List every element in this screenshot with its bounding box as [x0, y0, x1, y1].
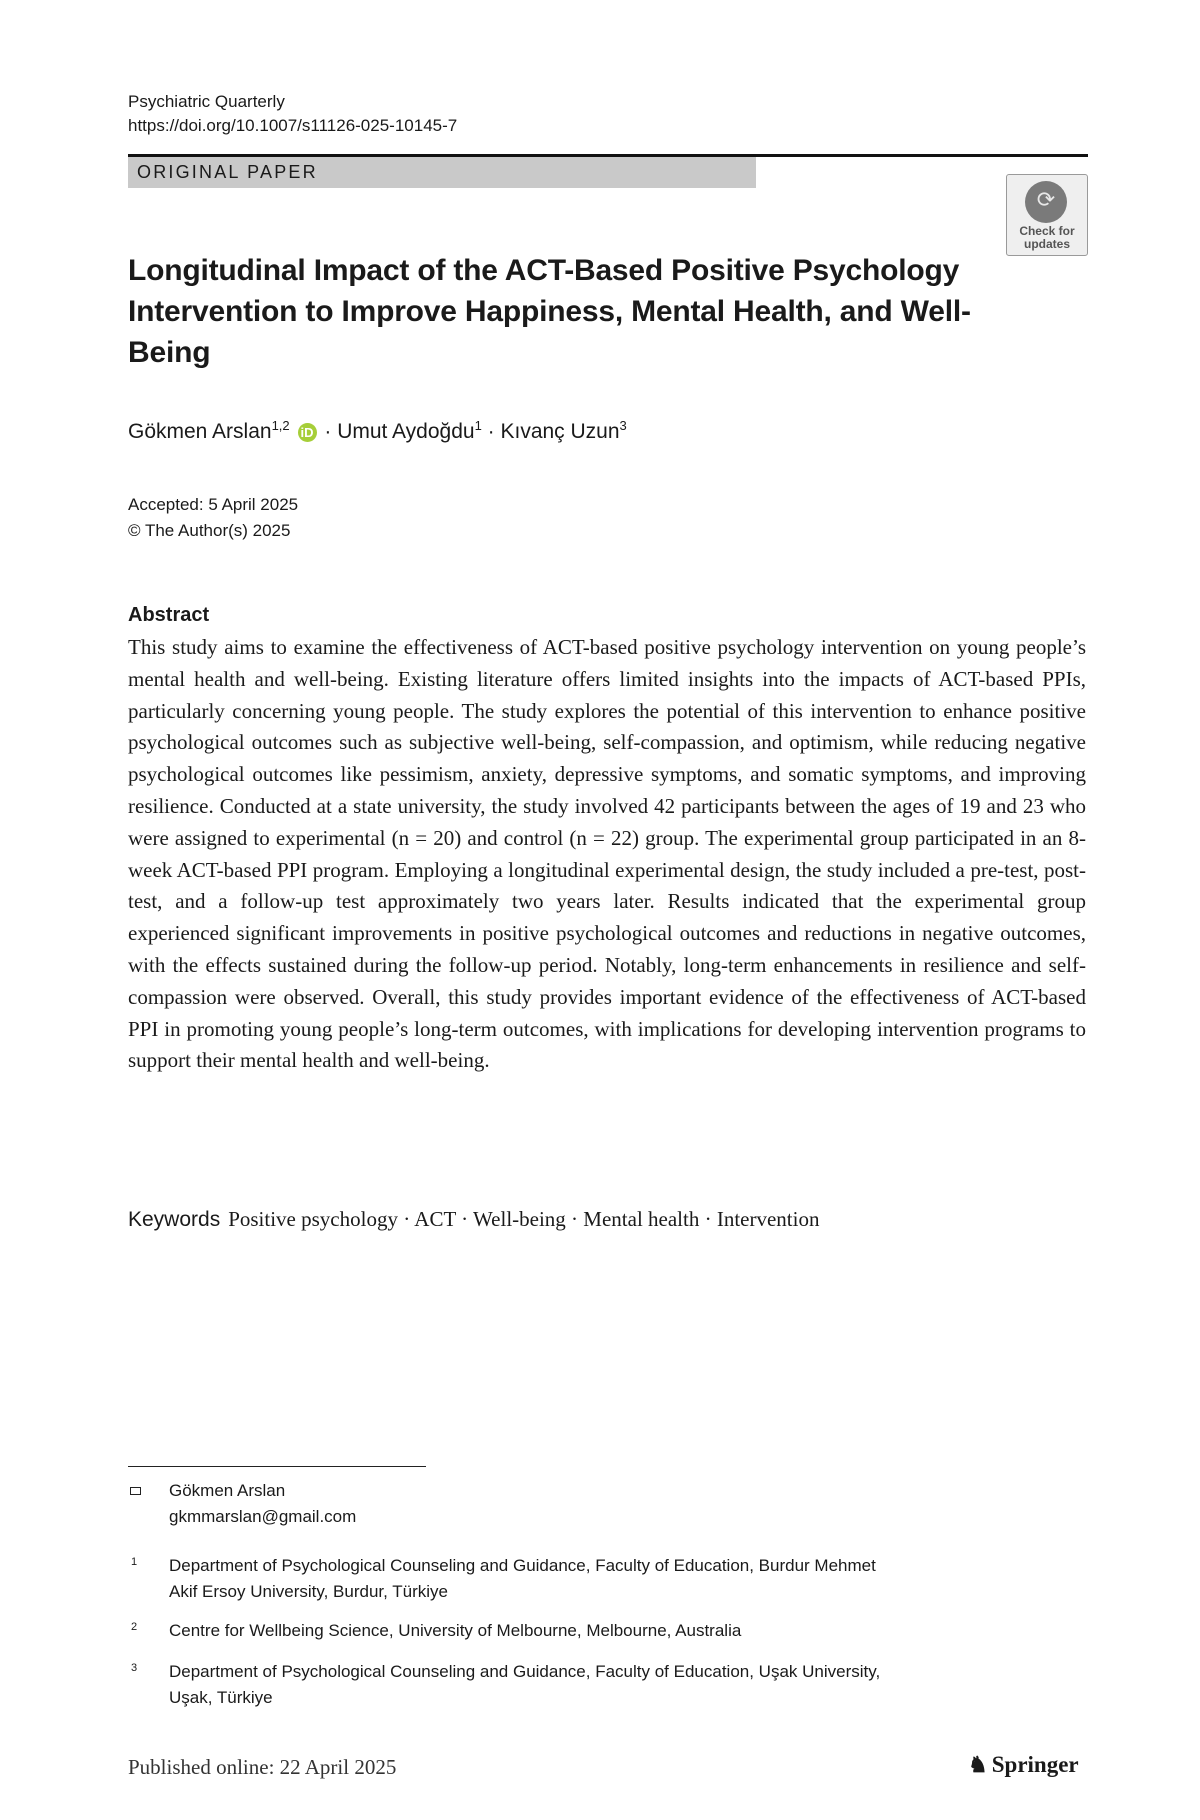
- author-affiliation: 1,2: [271, 418, 290, 433]
- affiliation-number: 1: [131, 1556, 138, 1568]
- published-online-date: Published online: 22 April 2025: [128, 1755, 397, 1779]
- copyright-notice: © The Author(s) 2025: [128, 521, 291, 540]
- author-name: Gökmen Arslan: [128, 420, 272, 443]
- affiliation-text: Centre for Wellbeing Science, University of Melbourne, Melbourne, Australia: [169, 1621, 742, 1640]
- author-name: Umut Aydoğdu: [337, 420, 475, 443]
- abstract-text: This study aims to examine the effectiveness of ACT-based positive psychology intervention on young people’s mental health and well-being. Existing literature offers limited insights into the impacts of ACT-based PPIs, particularly concerning young people. The study explores the potential of this intervention to enhance positive psychological outcomes such as subjective well-being, self-compassion, and optimism, while reducing negative psychological outcomes like pessimism, anxiety, depressive symptoms, and somatic symptoms, and improving resilience. Conducted at a state university, the study involved 42 participants between the ages of 19 and 23 who were assigned to experimental (n = 20) and control (n = 22) group. The experimental group participated in an 8-week ACT-based PPI program. Employing a longitudinal experimental design, the study included a pre-test, post-test, and a follow-up test approximately two years later. Results indicated that the experimental group experienced significant improvements in positive psychological outcomes and reductions in negative outcomes, with the effects sustained during the follow-up period. Notably, long-term enhancements in resilience and self-compassion were observed. Overall, this study provides important evidence of the effectiveness of ACT-based PPI in promoting young people’s long-term outcomes, with implications for developing intervention programs to support their mental health and well-being.: [128, 635, 1086, 1073]
- check-for-updates-label: Check for updates: [1019, 224, 1075, 251]
- affiliation-text: Uşak, Türkiye: [169, 1688, 273, 1707]
- article-type: ORIGINAL PAPER: [137, 162, 318, 182]
- author-separator: ·: [324, 420, 332, 443]
- orcid-icon[interactable]: iD: [298, 423, 317, 442]
- author-name: Kıvanç Uzun: [500, 420, 620, 443]
- paper-title: Longitudinal Impact of the ACT-Based Positive Psychology Intervention to Improve Happiness, Mental Health, and Well-Being: [128, 254, 971, 369]
- springer-horse-icon: ♞: [968, 1752, 988, 1777]
- author-affiliation: 1: [474, 418, 482, 433]
- springer-logo: [968, 1750, 1079, 1780]
- abstract-heading: Abstract: [128, 604, 210, 626]
- accepted-date: Accepted: 5 April 2025: [128, 495, 299, 514]
- affiliation-text: Akif Ersoy University, Burdur, Türkiye: [169, 1582, 449, 1601]
- footnote-rule: [128, 1466, 426, 1467]
- affiliation-text: Department of Psychological Counseling and Guidance, Faculty of Education, Burdur Mehmet: [169, 1556, 876, 1575]
- article-type-band: [128, 157, 756, 188]
- corresponding-author-email[interactable]: gkmmarslan@gmail.com: [169, 1507, 357, 1526]
- envelope-icon: [130, 1487, 141, 1495]
- check-for-updates-badge[interactable]: [1006, 174, 1088, 256]
- journal-name: Psychiatric Quarterly: [128, 92, 285, 111]
- keywords-values: Positive psychology · ACT · Well-being · Mental health · Intervention: [228, 1207, 820, 1231]
- corresponding-author-name: Gökmen Arslan: [169, 1481, 286, 1500]
- keywords-label: Keywords: [128, 1208, 221, 1231]
- author-list: [128, 418, 627, 446]
- affiliation-text: Department of Psychological Counseling and Guidance, Faculty of Education, Uşak University,: [169, 1662, 881, 1681]
- doi-link[interactable]: https://doi.org/10.1007/s11126-025-10145-7: [128, 116, 458, 135]
- affiliation-number: 3: [131, 1662, 138, 1674]
- affiliation-number: 2: [131, 1621, 138, 1633]
- author-separator: ·: [487, 420, 495, 443]
- publisher-name: Springer: [991, 1752, 1079, 1777]
- keywords: [128, 1204, 819, 1235]
- author-affiliation: 3: [619, 418, 627, 433]
- check-for-updates-icon: ⟳: [1025, 181, 1067, 223]
